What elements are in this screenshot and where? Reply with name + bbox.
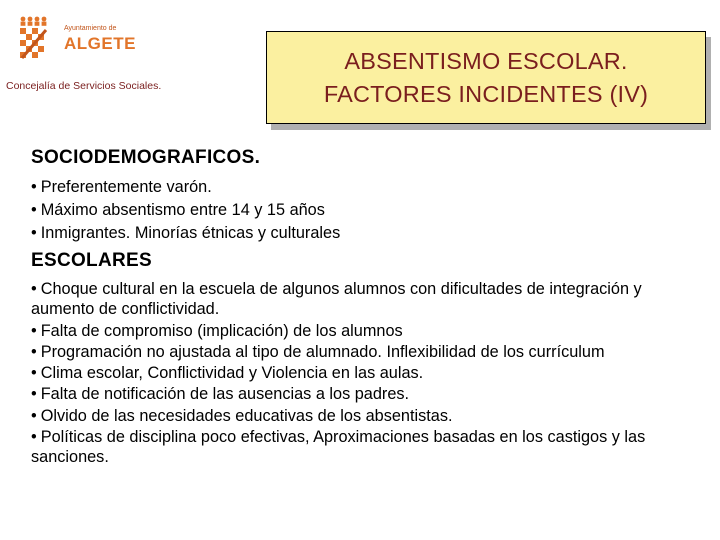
list-item: • Clima escolar, Conflictividad y Violencia en las aulas.: [31, 364, 424, 383]
list-item: • Programación no ajustada al tipo de alumnado. Inflexibilidad de los currículum: [31, 342, 605, 361]
escolares-list: [31, 279, 696, 468]
list-item: • Choque cultural en la escuela de algunos alumnos con dificultades de integración y aumento de conflictividad.: [31, 280, 642, 319]
title-line-2: FACTORES INCIDENTES (IV): [323, 80, 649, 107]
title-box: [266, 31, 706, 124]
bullet: •: [31, 224, 37, 242]
department-label: Concejalía de Servicios Sociales.: [6, 80, 162, 92]
bullet: •: [31, 406, 37, 425]
logo-subtitle: Ayuntamiento de: [64, 25, 117, 32]
bullet: •: [31, 364, 37, 383]
algete-logo: [20, 16, 136, 66]
slide-title: [324, 45, 648, 110]
section-heading-sociodemograficos: SOCIODEMOGRAFICOS.: [31, 147, 261, 168]
bullet: •: [31, 201, 37, 219]
list-item: • Políticas de disciplina poco efectivas, Aproximaciones basadas en los castigos y las sanciones.: [31, 428, 646, 467]
slide-content: [31, 146, 696, 469]
sociodemograficos-list: [31, 176, 696, 245]
bullet: •: [31, 385, 37, 404]
bullet: •: [31, 178, 37, 196]
logo-name: ALGETE: [64, 34, 136, 53]
bullet: •: [31, 342, 37, 361]
bullet: •: [31, 321, 37, 340]
list-item: • Inmigrantes. Minorías étnicas y culturales: [31, 224, 341, 242]
list-item: • Falta de notificación de las ausencias a los padres.: [31, 385, 410, 404]
section-heading-escolares: ESCOLARES: [31, 250, 152, 271]
list-item: • Preferentemente varón.: [31, 178, 212, 196]
list-item: • Falta de compromiso (implicación) de los alumnos: [31, 321, 403, 340]
bullet: •: [31, 428, 37, 447]
list-item: • Olvido de las necesidades educativas de los absentistas.: [31, 406, 453, 425]
title-line-1: ABSENTISMO ESCOLAR.: [344, 48, 628, 75]
list-item: • Máximo absentismo entre 14 y 15 años: [31, 201, 325, 219]
bullet: •: [31, 280, 37, 298]
